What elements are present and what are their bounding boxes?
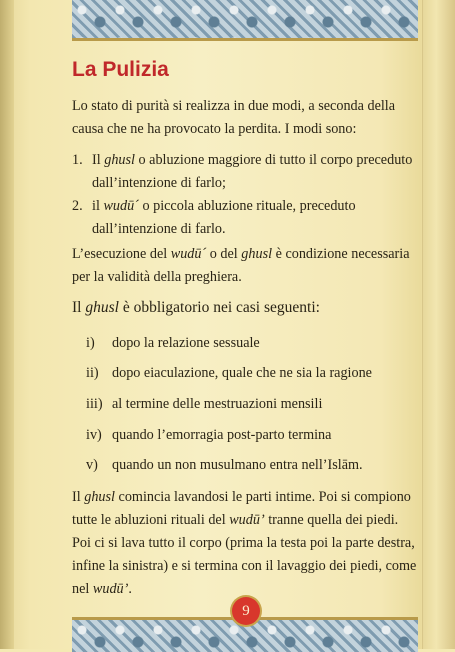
text-run: Il (72, 489, 85, 505)
case-numeral: ii) (86, 365, 99, 381)
transliterated-term: ghusl (104, 152, 135, 168)
intro-paragraph: Lo stato di purità si realizza in due modi, a seconda della causa che ne ha provocato la perdita. I modi sono: (72, 98, 396, 137)
transliterated-term: ghusl (85, 299, 119, 316)
mode-item-1 (72, 149, 418, 195)
page-number-badge: 9 (232, 597, 260, 625)
text-run: . (128, 581, 132, 597)
case-numeral: v) (86, 457, 98, 473)
ghusl-heading (72, 296, 418, 319)
transliterated-term: wudū´ (170, 246, 207, 262)
text-run: è obbligatorio nei casi seguenti: (118, 299, 320, 316)
case-text: al termine delle mestruazioni mensili (112, 396, 323, 412)
case-numeral: i) (86, 335, 95, 351)
text-run: Il (92, 152, 105, 168)
transliterated-term: ghusl (241, 246, 273, 262)
text-run: L’esecuzione del (72, 246, 171, 262)
case-item (86, 425, 426, 445)
final-paragraph (72, 486, 418, 601)
case-text: dopo eiaculazione, quale che ne sia la ragione (112, 365, 372, 381)
text-run: è condizione necessaria per la validità della preghiera. (72, 246, 410, 285)
case-item (86, 394, 426, 414)
transliterated-term: ghusl (84, 489, 115, 505)
text-run: tranne quella dei piedi. Poi ci si lava tutto il corpo (prima la testa poi la parte destra, infine la sinistra) e si termina con il lavaggio dei piedi, come nel (72, 512, 417, 597)
book-binding-edge (0, 0, 14, 649)
mode-number: 1. (72, 152, 83, 168)
case-item (86, 363, 426, 383)
case-numeral: iv) (86, 427, 102, 443)
case-text: quando l’emorragia post-parto termina (112, 427, 332, 443)
case-text: quando un non musulmano entra nell’Islām. (112, 457, 363, 473)
page-title: La Pulizia (72, 58, 169, 81)
page-edge-right (422, 0, 455, 649)
text-run: o abluzione maggiore di tutto il corpo preceduto dall’intenzione di farlo; (92, 152, 413, 191)
mode-item-2 (72, 195, 418, 241)
mode-text (72, 195, 418, 241)
case-numeral: iii) (86, 396, 103, 412)
top-ornamental-border (72, 0, 418, 41)
text-run: o del (206, 246, 242, 262)
mode-text (72, 149, 418, 195)
case-item (86, 333, 426, 353)
text-run: il (92, 198, 104, 214)
transliterated-term: wudū’ (92, 581, 129, 597)
text-run: Il (72, 299, 86, 316)
mode-number: 2. (72, 198, 83, 214)
case-text: dopo la relazione sessuale (112, 335, 260, 351)
condition-paragraph (72, 243, 418, 289)
transliterated-term: wudū’ (229, 512, 265, 528)
case-item (86, 455, 426, 475)
text-run: comincia lavandosi le parti intime. Poi si compiono tutte le abluzioni rituali del (72, 489, 411, 528)
transliterated-term: wudū´ (103, 198, 139, 214)
text-run: o piccola abluzione rituale, preceduto dall’intenzione di farlo. (92, 198, 356, 237)
